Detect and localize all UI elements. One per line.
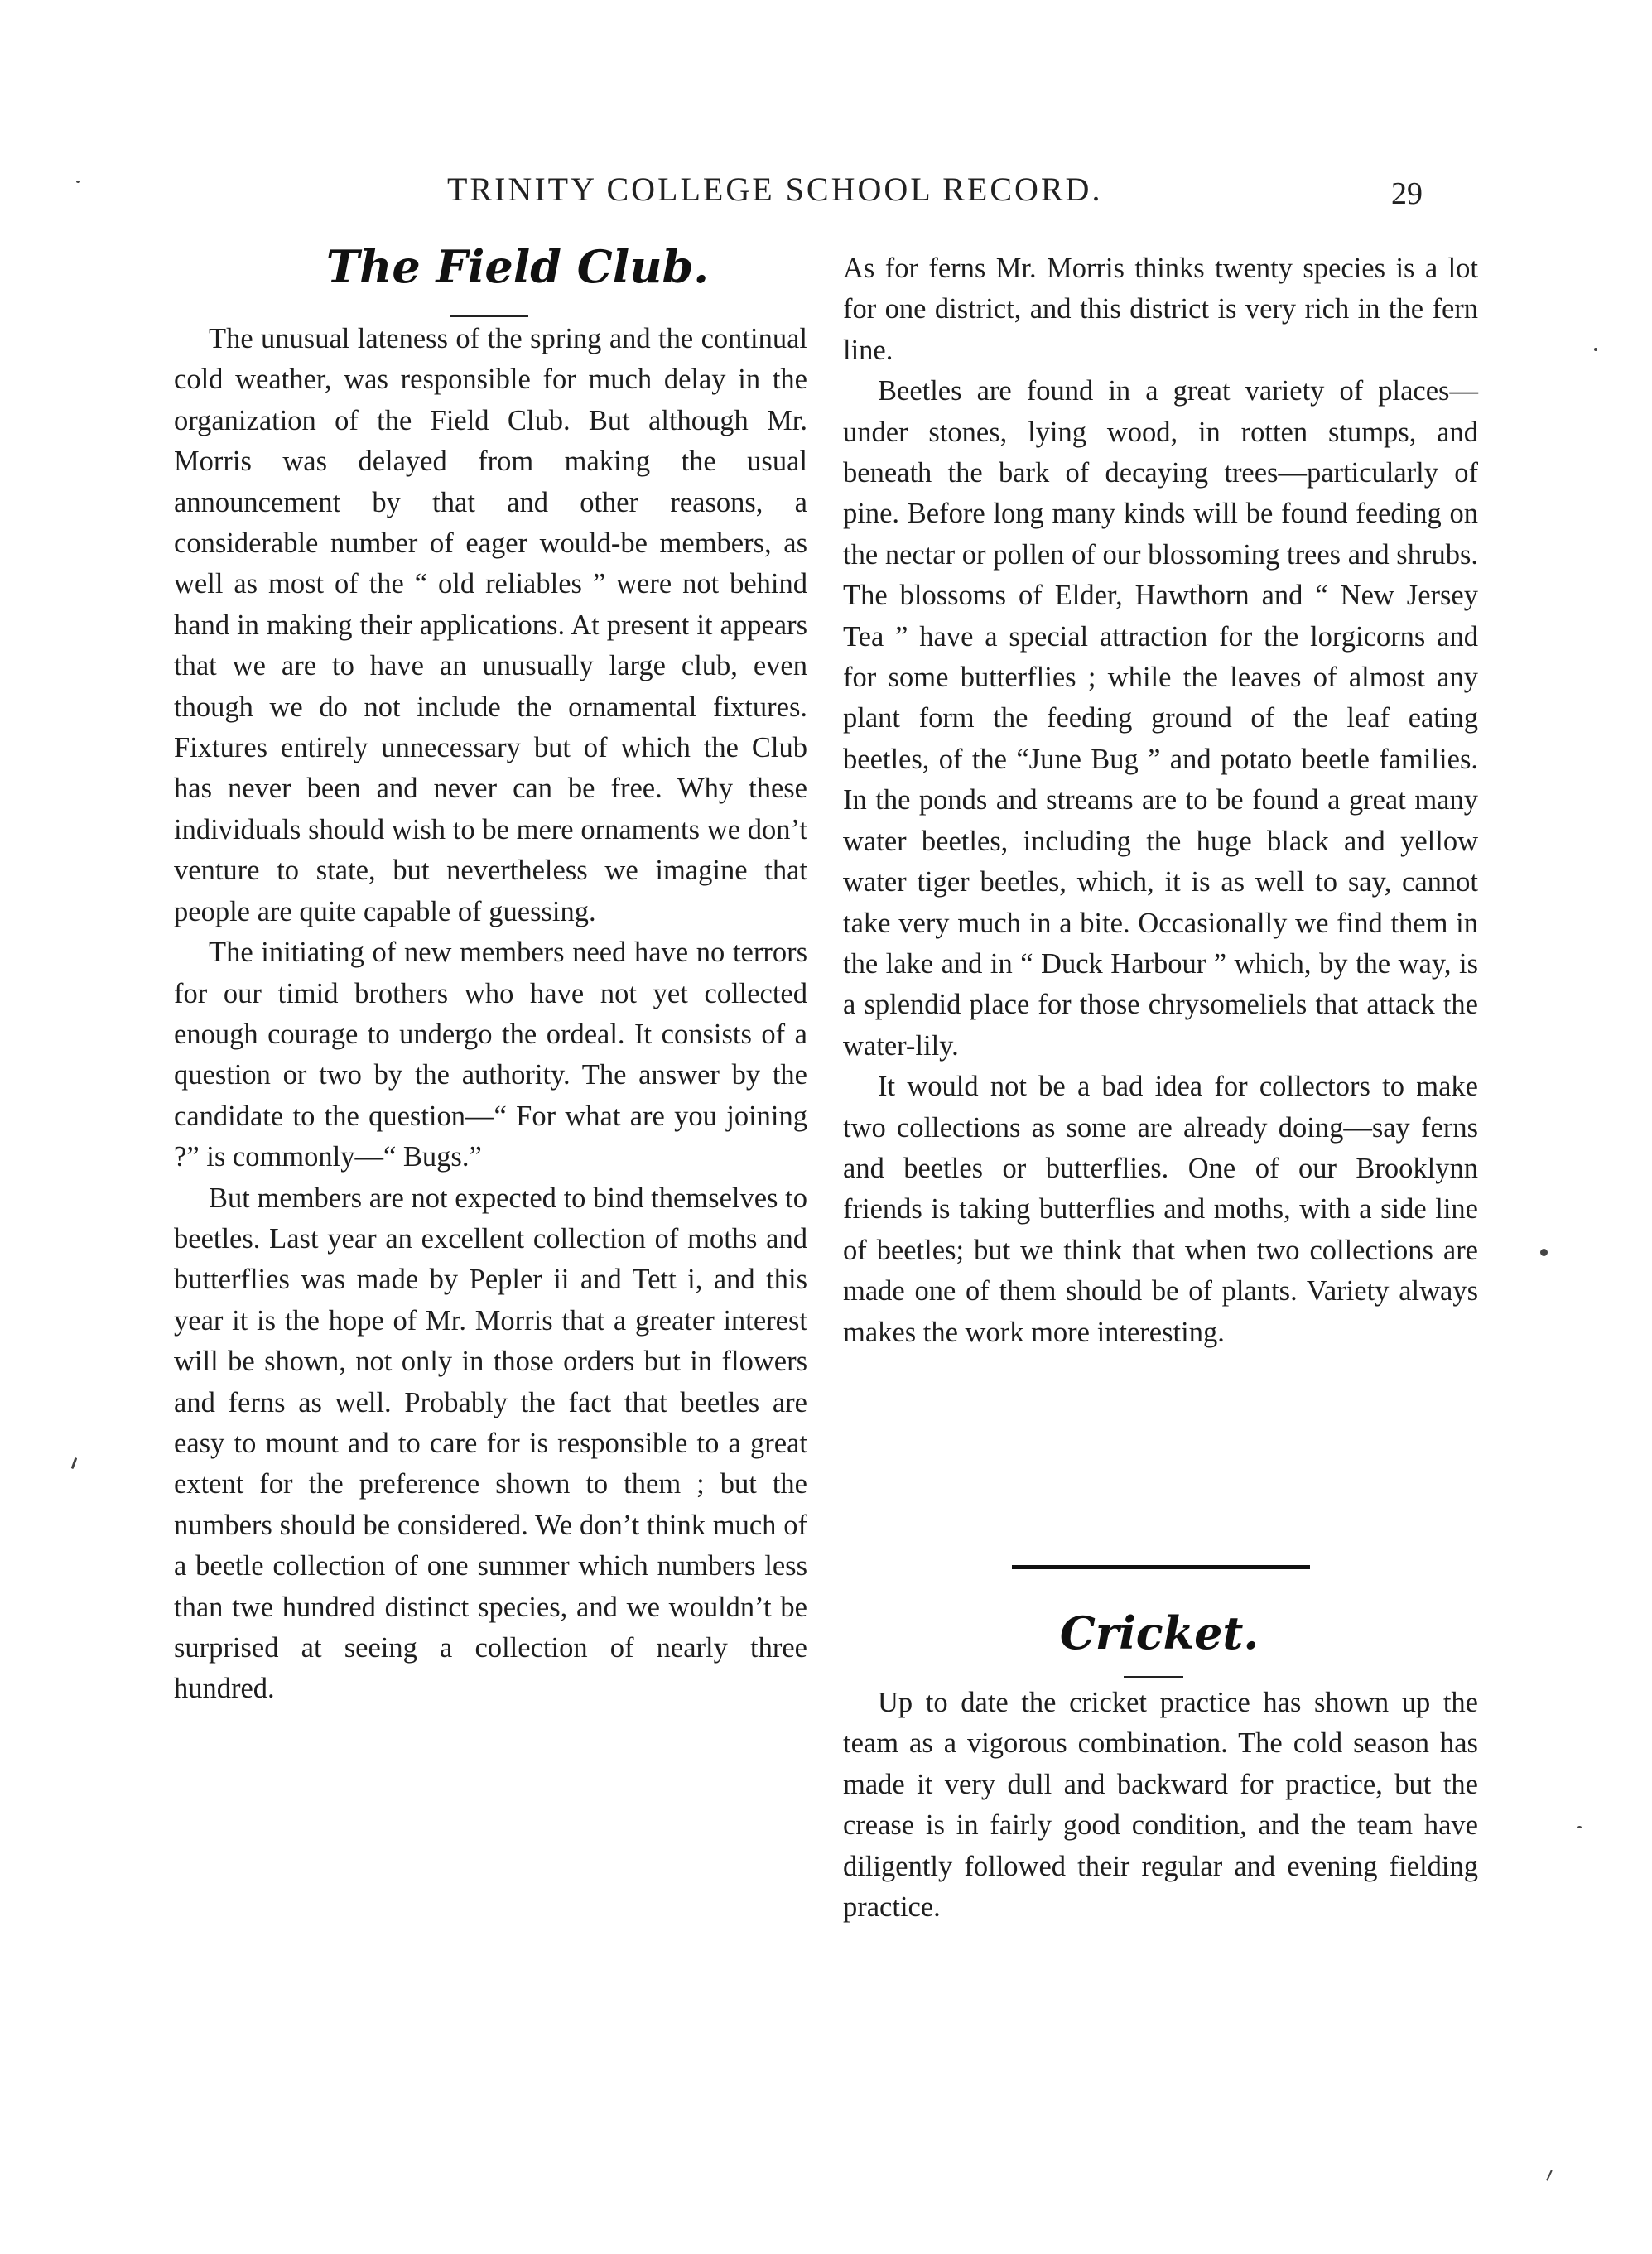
cricket-title: Cricket.: [1059, 1606, 1259, 1659]
field-club-title-rule: [450, 315, 528, 317]
running-head: TRINITY COLLEGE SCHOOL RECORD.: [447, 171, 1103, 208]
scan-speck: [1540, 1249, 1548, 1256]
cricket-title-rule: [1124, 1676, 1183, 1678]
field-club-paragraph-1: The unusual lateness of the spring and the continual cold weather, was responsible for much delay in the organization of the Field Club. But although Mr. Morris was delayed from making the usual announcement by that and other reasons, a considerable number of eager would-be members, as well as most of the “ old reliables ” were not behind hand in making their applications. At present it appears that we are to have an unusually large club, even though we do not include the ornamental fixtures. Fixtures entirely unnecessary but of which the Club has never been and never can be free. Why these individuals should wish to be mere ornaments we don’t venture to state, but nevertheless we imagine that people are quite capable of guessing.: [174, 323, 807, 927]
field-club-paragraph-2: The initiating of new members need have no terrors for our timid brothers who have not yet collected enough courage to undergo the ordeal. It consists of a question or two by the authority. The answer by the candidate to the question—“ For what are you joining ?” is commonly—“ Bugs.”: [174, 937, 807, 1173]
left-column: [174, 319, 807, 1710]
cricket-body: [843, 1683, 1478, 1928]
scan-speck: [1546, 2170, 1553, 2181]
right-column: [843, 248, 1478, 1353]
field-club-paragraph-4: As for ferns Mr. Morris thinks twenty species is a lot for one district, and this district is very rich in the fern line.: [843, 253, 1478, 366]
page-number: 29: [1391, 176, 1423, 211]
scan-speck: [71, 1457, 78, 1469]
section-divider: [1012, 1565, 1310, 1569]
field-club-title: The Field Club.: [325, 240, 710, 293]
scan-speck: [1594, 348, 1597, 351]
scan-speck: [1577, 1826, 1582, 1828]
field-club-paragraph-3: But members are not expected to bind themselves to beetles. Last year an excellent collection of moths and butterflies was made by Pepler ii and Tett i, and this year it is the hope of Mr. Morris that a greater interest will be shown, not only in those orders but in flowers and ferns as well. Probably the fact that beetles are easy to mount and to care for is responsible to a great extent for the preference shown to them ; but the numbers should be considered. We don’t think much of a beetle collection of one summer which numbers less than twe hundred distinct species, and we wouldn’t be surprised at seeing a collection of nearly three hundred.: [174, 1182, 807, 1705]
field-club-paragraph-6: It would not be a bad idea for collectors to make two collections as some are already doing—say ferns and beetles or butterflies. One of our Brooklynn friends is taking butterflies and moths, with a side line of beetles; but we think that when two collections are made one of them should be of plants. Variety always makes the work more interesting.: [843, 1071, 1478, 1348]
cricket-paragraph: Up to date the cricket practice has shown up the team as a vigorous combination. The cold season has made it very dull and backward for practice, but the crease is in fairly good condition, and the team have diligently followed their regular and evening fielding practice.: [843, 1687, 1478, 1924]
scan-speck: [76, 181, 80, 183]
field-club-paragraph-5: Beetles are found in a great variety of places—under stones, lying wood, in rotten stumps, and beneath the bark of decaying trees—particularly of pine. Before long many kinds will be found feeding on the nectar or pollen of our blossoming trees and shrubs. The blossoms of Elder, Hawthorn and “ New Jersey Tea ” have a special attraction for the lorgicorns and for some butterflies ; while the leaves of almost any plant form the feeding ground of the leaf eating beetles, of the “June Bug ” and potato beetle families. In the ponds and streams are to be found a great many water beetles, including the huge black and yellow water tiger beetles, which, it is as well to say, cannot take very much in a bite. Occasionally we find them in the lake and in “ Duck Harbour ” which, by the way, is a splendid place for those chrysomeliels that attack the water-lily.: [843, 375, 1478, 1062]
